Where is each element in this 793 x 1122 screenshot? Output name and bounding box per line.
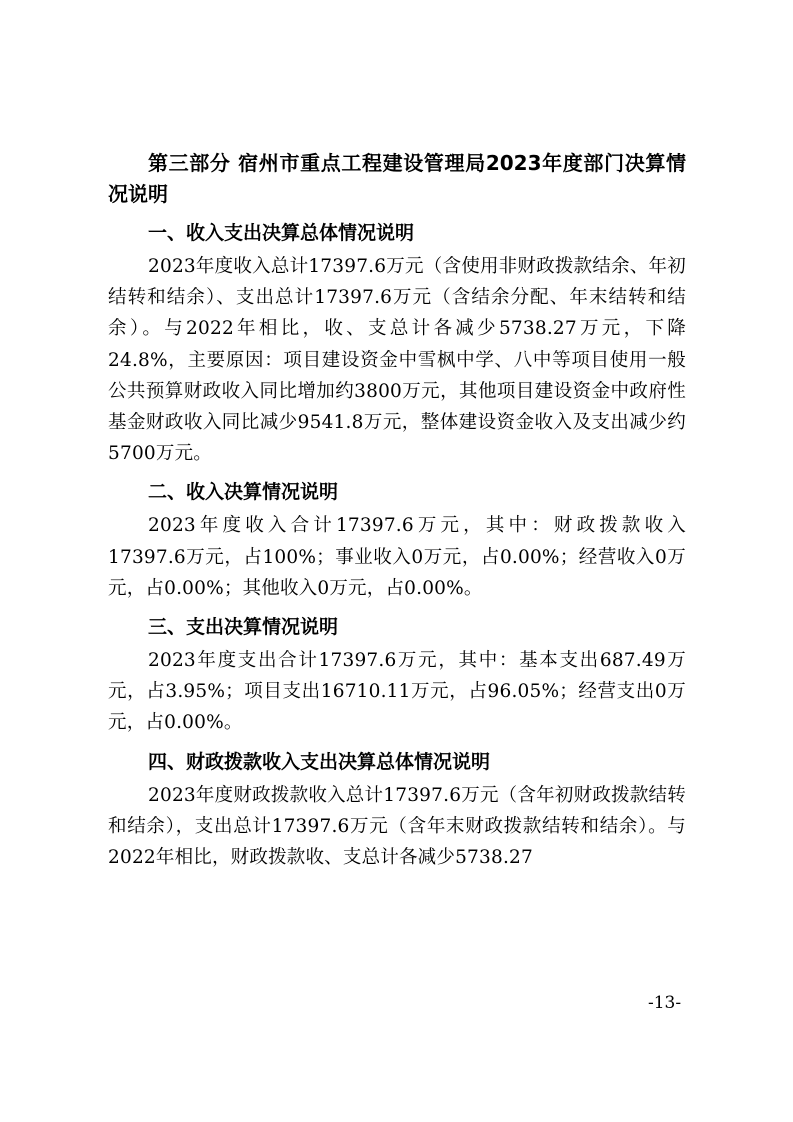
section-paragraph: 2023年度财政拨款收入总计17397.6万元（含年初财政拨款结转和结余），支出总计17397.6万元（含年末财政拨款结转和结余）。与2022年相比，财政拨款收、支总计各减少5738.27 (108, 784, 686, 869)
section-1 (108, 220, 686, 469)
section-paragraph: 2023年度收入合计17397.6万元，其中：财政拨款收入17397.6万元，占100%；事业收入0万元，占0.00%；经营收入0万元，占0.00%；其他收入0万元，占0.00%。 (108, 515, 686, 599)
section-heading: 二、收入决算情况说明 (148, 481, 339, 504)
section-2 (108, 479, 686, 604)
section-3 (108, 614, 686, 739)
section-paragraph: 2023年度收入总计17397.6万元（含使用非财政拨款结余、年初结转和结余）、支出总计17397.6万元（含结余分配、年末结转和结余）。与2022年相比，收、支总计各减少5738.27万元，下降24.8%，主要原因：项目建设资金中雪枫中学、八中等项目使用一般公共预算财政收入同比增加约3800万元，其他项目建设资金中政府性基金财政收入同比减少9541.8万元，整体建设资金收入及支出减少约5700万元。 (108, 256, 686, 465)
document-title: 第三部分 宿州市重点工程建设管理局2023年度部门决算情况说明 (108, 151, 686, 206)
page-number: -13- (648, 993, 682, 1013)
section-heading: 三、支出决算情况说明 (148, 616, 339, 639)
section-heading: 四、财政拨款收入支出决算总体情况说明 (148, 750, 491, 773)
section-heading: 一、收入支出决算总体情况说明 (148, 222, 415, 244)
section-paragraph: 2023年度支出合计17397.6万元，其中：基本支出687.49万元，占3.95%；项目支出16710.11万元，占96.05%；经营支出0万元，占0.00%。 (108, 650, 686, 734)
section-4 (108, 749, 686, 874)
document-page (108, 148, 686, 873)
